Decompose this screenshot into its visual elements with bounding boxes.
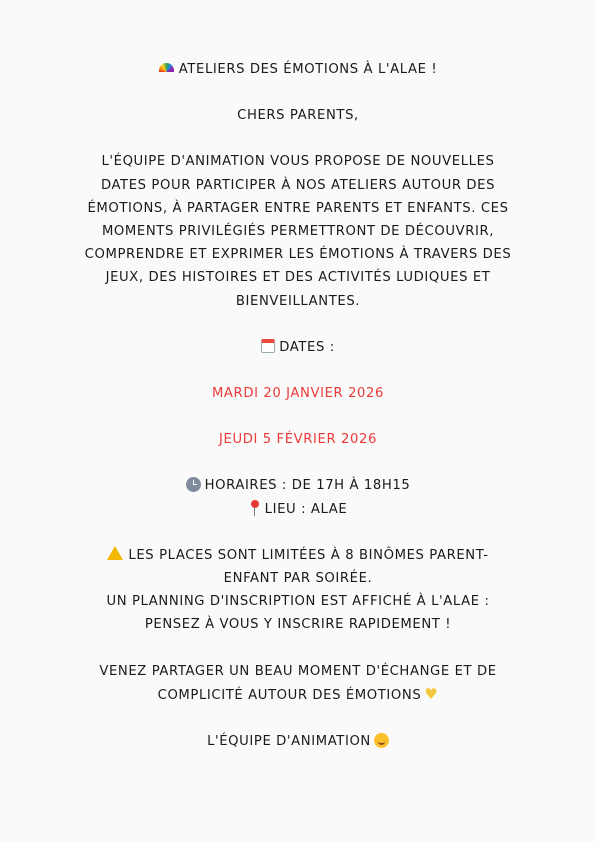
intro-line: COMPRENDRE ET EXPRIMER LES ÉMOTIONS À TRAVERS DES [84,247,512,263]
pin-icon [249,500,261,516]
notice-line: ENFANT PAR SOIRÉE. [223,571,373,587]
date-1: MARDI 20 JANVIER 2026 [211,386,385,402]
hours-line: HORAIRES : DE 17H À 18H15 [62,474,534,497]
calendar-icon [261,339,275,353]
date-2: JEUDI 5 FÉVRIER 2026 [219,432,377,448]
closing-line: COMPLICITÉ AUTOUR DES ÉMOTIONS ♥ [157,684,439,703]
rainbow-icon [159,63,174,72]
intro-line: BIENVEILLANTES. [235,293,361,309]
flyer-title: ATELIERS DES ÉMOTIONS À L'ALAE ! [62,58,534,81]
notice-line: LES PLACES SONT LIMITÉES À 8 BINÔMES PARENT- [62,544,534,567]
intro-line: ÉMOTIONS, À PARTAGER ENTRE PARENTS ET ENFANTS. CES [87,200,509,216]
smile-icon [374,733,389,748]
greeting: CHERS PARENTS, [237,108,359,124]
intro-line: MOMENTS PRIVILÉGIÉS PERMETTRONT DE DÉCOUVRIR, [101,224,495,240]
warning-icon [107,546,123,560]
place-line: LIEU : ALAE [62,498,534,521]
yellow-heart-icon: ♥ [424,684,439,703]
closing-line: VENEZ PARTAGER UN BEAU MOMENT D'ÉCHANGE ET DE [99,663,497,679]
clock-icon [186,477,201,492]
intro-line: DATES POUR PARTICIPER À NOS ATELIERS AUTOUR DES [100,177,496,193]
dates-heading: DATES : [62,336,534,359]
notice-line: UN PLANNING D'INSCRIPTION EST AFFICHÉ À L'ALAE : [106,594,490,610]
signature: L'ÉQUIPE D'ANIMATION [62,730,534,753]
intro-line: L'ÉQUIPE D'ANIMATION VOUS PROPOSE DE NOUVELLES [101,154,495,170]
intro-line: JEUX, DES HISTOIRES ET DES ACTIVITÉS LUDIQUES ET [105,270,491,286]
notice-line: PENSEZ À VOUS Y INSCRIRE RAPIDEMENT ! [144,617,452,633]
